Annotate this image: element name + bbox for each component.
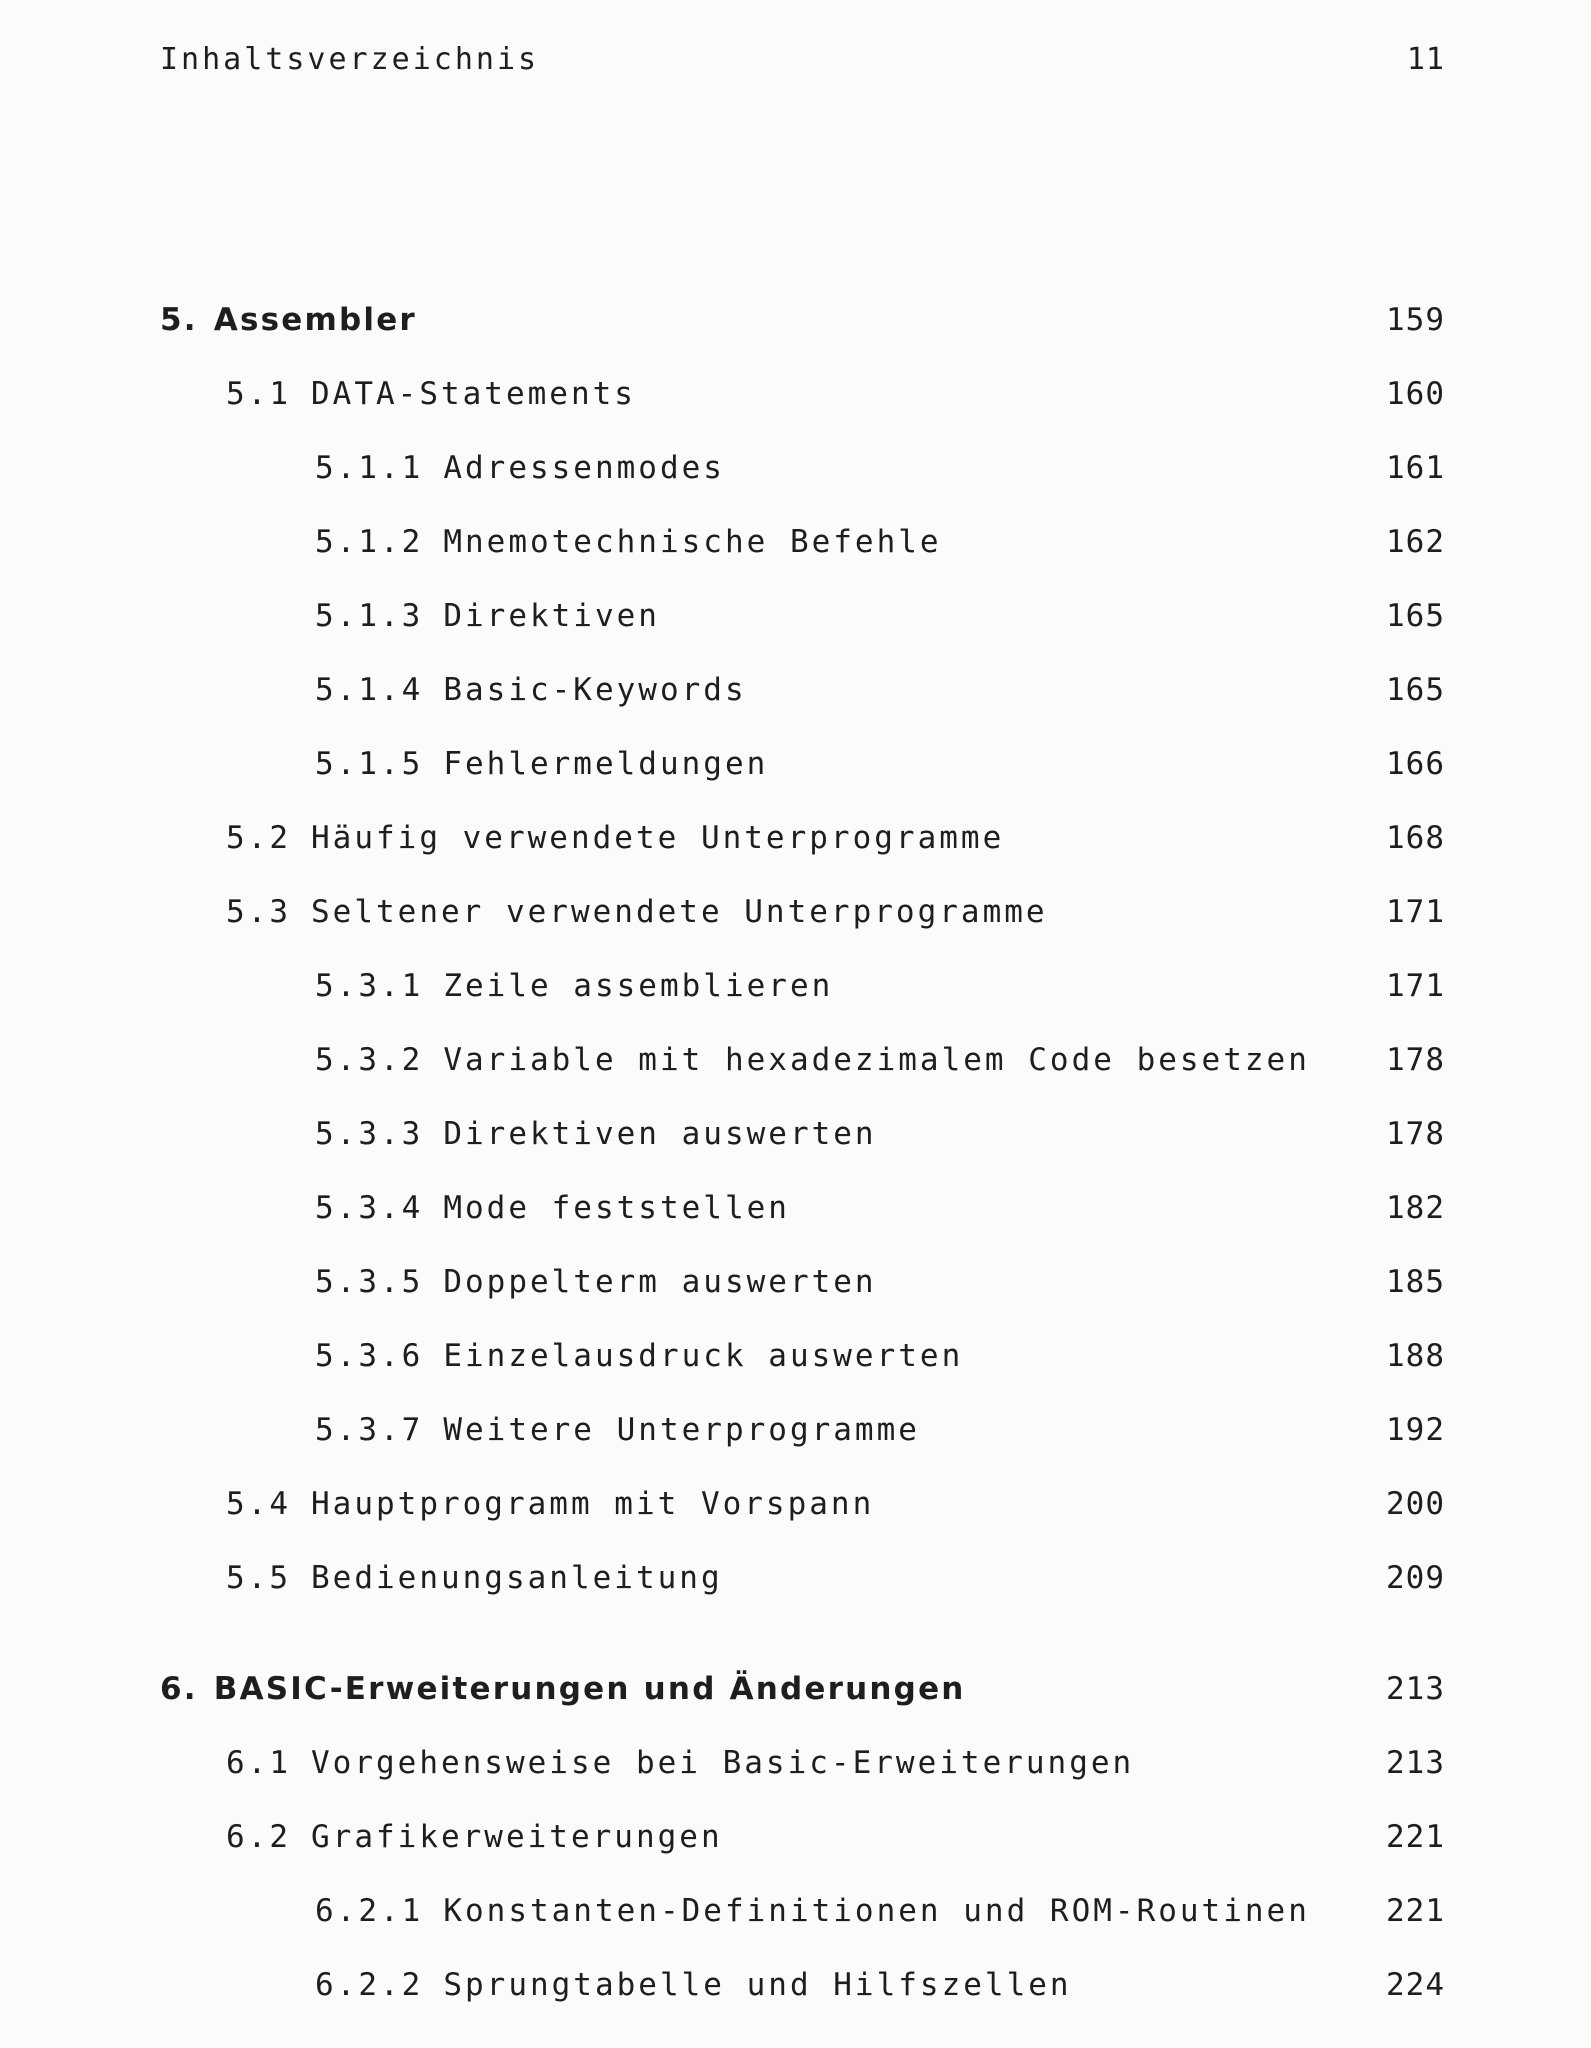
- toc-entry: [0, 370, 1591, 430]
- toc-entry-label: [315, 666, 747, 714]
- toc-entry: [0, 1480, 1591, 1540]
- toc-entry-number: 5.5: [226, 1560, 291, 1596]
- toc-entry-label: [226, 814, 1004, 862]
- toc-entry-label: [160, 1665, 966, 1713]
- toc-entry-page: 221: [1386, 1893, 1445, 1929]
- toc-entry-page: 165: [1386, 672, 1445, 708]
- toc-entry: [0, 1258, 1591, 1318]
- toc-entry-title: Konstanten-Definitionen und ROM-Routinen: [443, 1893, 1310, 1929]
- toc-entry: [0, 1665, 1591, 1725]
- toc-entry-label: [315, 518, 942, 566]
- toc-entry: [0, 814, 1591, 874]
- toc-entry-label: [315, 444, 725, 492]
- toc-entry-title: Häufig verwendete Unterprogramme: [311, 820, 1005, 856]
- toc-entry-number: 5.1.4: [315, 672, 424, 708]
- toc-entry-label: [315, 1258, 877, 1306]
- toc-entry-page: 224: [1386, 1967, 1445, 2003]
- toc-entry-title: Adressenmodes: [443, 450, 725, 486]
- toc-entry-number: 6.: [160, 1671, 198, 1707]
- toc-entry: [0, 1406, 1591, 1466]
- toc-entry-label: [226, 1480, 874, 1528]
- running-header: [160, 42, 1445, 82]
- toc-entry: [0, 518, 1591, 578]
- toc-entry-number: 5.3.5: [315, 1264, 424, 1300]
- toc-entry-page: 171: [1386, 894, 1445, 930]
- toc-entry: [0, 888, 1591, 948]
- toc-entry-page: 188: [1386, 1338, 1445, 1374]
- toc-entry-label: [160, 296, 417, 344]
- toc-entry: [0, 1184, 1591, 1244]
- toc-entry-number: 5.3.4: [315, 1190, 424, 1226]
- toc-entry-title: Direktiven: [443, 598, 660, 634]
- toc-entry-title: Zeile assemblieren: [443, 968, 834, 1004]
- toc-entry-page: 209: [1386, 1560, 1445, 1596]
- toc-entry-page: 171: [1386, 968, 1445, 1004]
- header-page-number: 11: [1406, 42, 1445, 77]
- toc-entry-number: 6.2.1: [315, 1893, 424, 1929]
- toc-entry-label: [315, 1036, 1310, 1084]
- toc-entry-page: 213: [1386, 1671, 1445, 1707]
- toc-entry-label: [315, 1887, 1310, 1935]
- toc-entry-title: Hauptprogramm mit Vorspann: [311, 1486, 875, 1522]
- toc-entry-number: 5.3.2: [315, 1042, 424, 1078]
- toc-entry-number: 5.3.3: [315, 1116, 424, 1152]
- toc-entry-number: 5.1.5: [315, 746, 424, 782]
- toc-entry-title: Weitere Unterprogramme: [443, 1412, 920, 1448]
- toc-entry: [0, 1332, 1591, 1392]
- toc-entry-number: 6.2.2: [315, 1967, 424, 2003]
- toc-entry-page: 200: [1386, 1486, 1445, 1522]
- toc-entry-label: [226, 1813, 723, 1861]
- toc-entry-title: Mode feststellen: [443, 1190, 790, 1226]
- toc-entry-number: 5.1: [226, 376, 291, 412]
- toc-entry-title: Basic-Keywords: [443, 672, 747, 708]
- toc-entry: [0, 962, 1591, 1022]
- toc-entry-title: Fehlermeldungen: [443, 746, 769, 782]
- toc-entry-page: 162: [1386, 524, 1445, 560]
- toc-entry-page: 168: [1386, 820, 1445, 856]
- toc-entry-page: 192: [1386, 1412, 1445, 1448]
- toc-entry-title: Grafikerweiterungen: [311, 1819, 723, 1855]
- toc-entry-number: 6.1: [226, 1745, 291, 1781]
- table-of-contents: [0, 296, 1591, 2048]
- toc-entry-number: 5.1.2: [315, 524, 424, 560]
- toc-entry: [0, 740, 1591, 800]
- toc-entry: [0, 1887, 1591, 1947]
- toc-entry-title: Vorgehensweise bei Basic-Erweiterungen: [311, 1745, 1135, 1781]
- toc-entry-page: 161: [1386, 450, 1445, 486]
- toc-entry-label: [315, 962, 833, 1010]
- toc-entry-number: 5.4: [226, 1486, 291, 1522]
- toc-entry-label: [315, 1110, 877, 1158]
- toc-entry: [0, 1110, 1591, 1170]
- toc-entry-label: [315, 592, 660, 640]
- toc-entry-title: Einzelausdruck auswerten: [443, 1338, 964, 1374]
- toc-entry: [0, 1036, 1591, 1096]
- toc-entry-number: 5.3.7: [315, 1412, 424, 1448]
- toc-entry-page: 221: [1386, 1819, 1445, 1855]
- toc-entry: [0, 444, 1591, 504]
- toc-entry-label: [315, 1184, 790, 1232]
- toc-entry-number: 5.: [160, 302, 198, 338]
- toc-entry-label: [226, 370, 636, 418]
- toc-entry: [0, 666, 1591, 726]
- toc-entry: [0, 592, 1591, 652]
- toc-entry-number: 5.1.1: [315, 450, 424, 486]
- toc-entry-label: [315, 1406, 920, 1454]
- toc-entry-label: [315, 740, 768, 788]
- toc-entry-title: Variable mit hexadezimalem Code besetzen: [443, 1042, 1310, 1078]
- toc-entry-label: [226, 1554, 723, 1602]
- toc-entry-page: 165: [1386, 598, 1445, 634]
- toc-entry-title: Seltener verwendete Unterprogramme: [311, 894, 1048, 930]
- toc-entry-page: 213: [1386, 1745, 1445, 1781]
- toc-entry-number: 5.3.6: [315, 1338, 424, 1374]
- toc-entry-label: [226, 1739, 1134, 1787]
- toc-entry-page: 185: [1386, 1264, 1445, 1300]
- toc-entry: [0, 1554, 1591, 1614]
- toc-entry-title: Doppelterm auswerten: [443, 1264, 877, 1300]
- toc-entry-title: Sprungtabelle und Hilfszellen: [443, 1967, 1072, 2003]
- toc-entry-page: 160: [1386, 376, 1445, 412]
- toc-entry-page: 166: [1386, 746, 1445, 782]
- toc-entry-page: 182: [1386, 1190, 1445, 1226]
- toc-entry: [0, 1813, 1591, 1873]
- toc-entry: [0, 296, 1591, 356]
- toc-entry-title: Direktiven auswerten: [443, 1116, 877, 1152]
- toc-entry-number: 6.2: [226, 1819, 291, 1855]
- toc-entry: [0, 1961, 1591, 2021]
- toc-entry-page: 178: [1386, 1042, 1445, 1078]
- toc-entry-label: [315, 1332, 963, 1380]
- toc-entry-number: 5.3: [226, 894, 291, 930]
- toc-entry-title: Mnemotechnische Befehle: [443, 524, 942, 560]
- toc-entry-title: BASIC-Erweiterungen und Änderungen: [213, 1671, 966, 1707]
- toc-entry: [0, 1739, 1591, 1799]
- toc-entry-number: 5.1.3: [315, 598, 424, 634]
- toc-entry-number: 5.3.1: [315, 968, 424, 1004]
- toc-entry-title: DATA-Statements: [311, 376, 636, 412]
- toc-entry-page: 178: [1386, 1116, 1445, 1152]
- toc-entry-title: Bedienungsanleitung: [311, 1560, 723, 1596]
- toc-entry-label: [226, 888, 1048, 936]
- toc-entry-title: Assembler: [213, 302, 417, 338]
- toc-entry-label: [315, 1961, 1072, 2009]
- toc-entry-number: 5.2: [226, 820, 291, 856]
- toc-entry-page: 159: [1386, 302, 1445, 338]
- header-title: Inhaltsverzeichnis: [160, 42, 540, 77]
